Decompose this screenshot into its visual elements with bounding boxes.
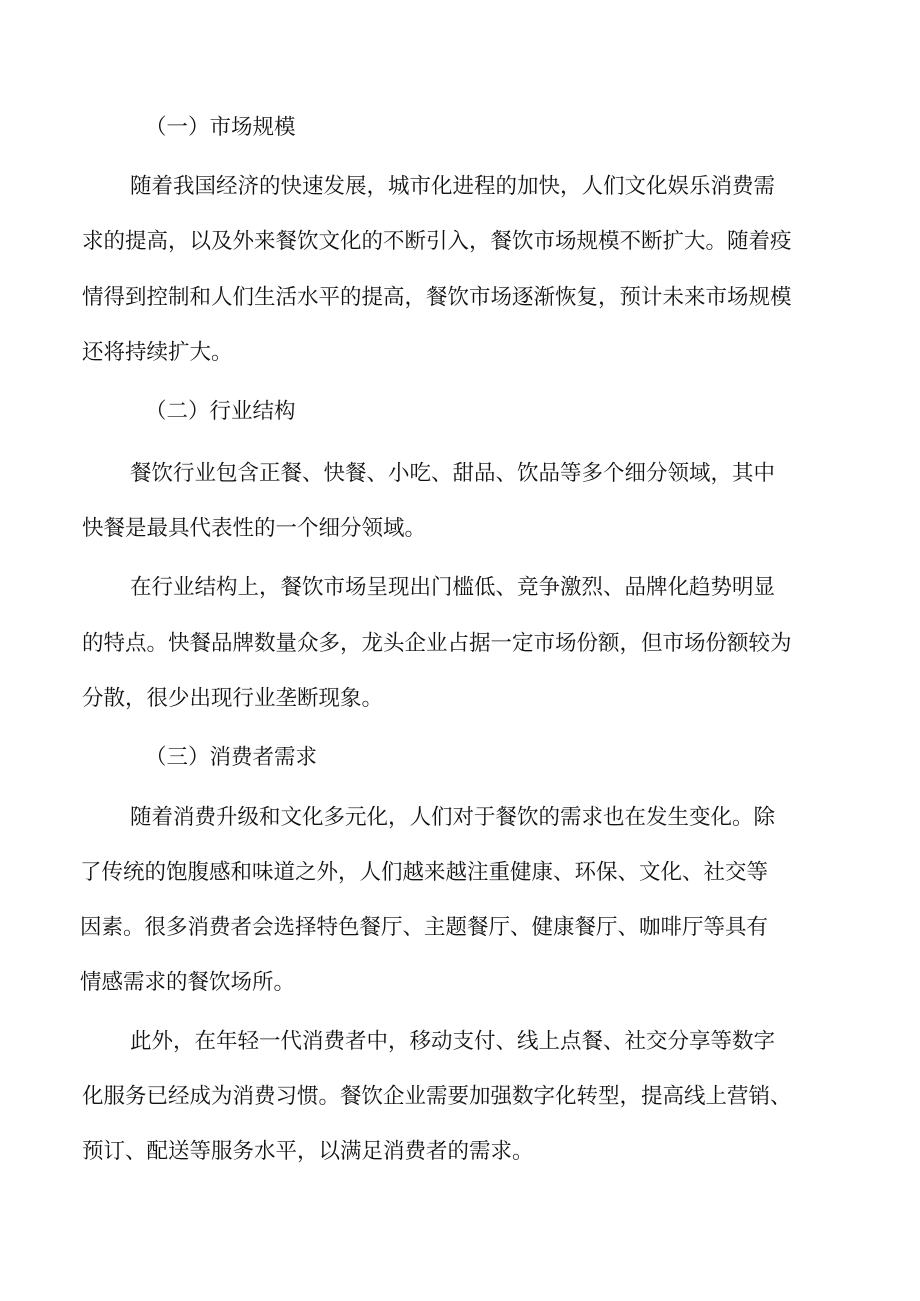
- paragraph-line: 随着消费升级和文化多元化，人们对于餐饮的需求也在发生变化。除: [130, 805, 776, 830]
- paragraph-line: 化服务已经成为消费习惯。餐饮企业需要加强数字化转型，提高线上营销、: [82, 1084, 792, 1109]
- paragraph-line: 此外，在年轻一代消费者中，移动支付、线上点餐、社交分享等数字: [130, 1029, 776, 1054]
- section-heading-industry-structure: （二）行业结构: [145, 399, 296, 424]
- paragraph-line: 情得到控制和人们生活水平的提高，餐饮市场逐渐恢复，预计未来市场规模: [82, 285, 792, 310]
- paragraph-line: 情感需求的餐饮场所。: [80, 970, 296, 995]
- section-heading-consumer-demand: （三）消费者需求: [145, 745, 318, 770]
- paragraph-line: 因素。很多消费者会选择特色餐厅、主题餐厅、健康餐厅、咖啡厅等具有: [80, 915, 769, 940]
- paragraph-line: 的特点。快餐品牌数量众多，龙头企业占据一定市场份额，但市场份额较为: [82, 631, 792, 656]
- paragraph-line: 快餐是最具代表性的一个细分领域。: [82, 516, 427, 541]
- paragraph-line: 了传统的饱腹感和味道之外，人们越来越注重健康、环保、文化、社交等: [80, 860, 769, 885]
- paragraph-line: 预订、配送等服务水平，以满足消费者的需求。: [82, 1139, 534, 1164]
- paragraph-line: 在行业结构上，餐饮市场呈现出门槛低、竞争激烈、品牌化趋势明显: [130, 575, 776, 600]
- paragraph-line: 分散，很少出现行业垄断现象。: [82, 686, 384, 711]
- paragraph-line: 求的提高，以及外来餐饮文化的不断引入，餐饮市场规模不断扩大。随着疫: [82, 229, 792, 254]
- paragraph-line: 随着我国经济的快速发展，城市化进程的加快，人们文化娱乐消费需: [130, 174, 776, 199]
- section-heading-market-size: （一）市场规模: [145, 115, 296, 140]
- paragraph-line: 餐饮行业包含正餐、快餐、小吃、甜品、饮品等多个细分领域，其中: [130, 461, 776, 486]
- paragraph-line: 还将持续扩大。: [82, 340, 233, 365]
